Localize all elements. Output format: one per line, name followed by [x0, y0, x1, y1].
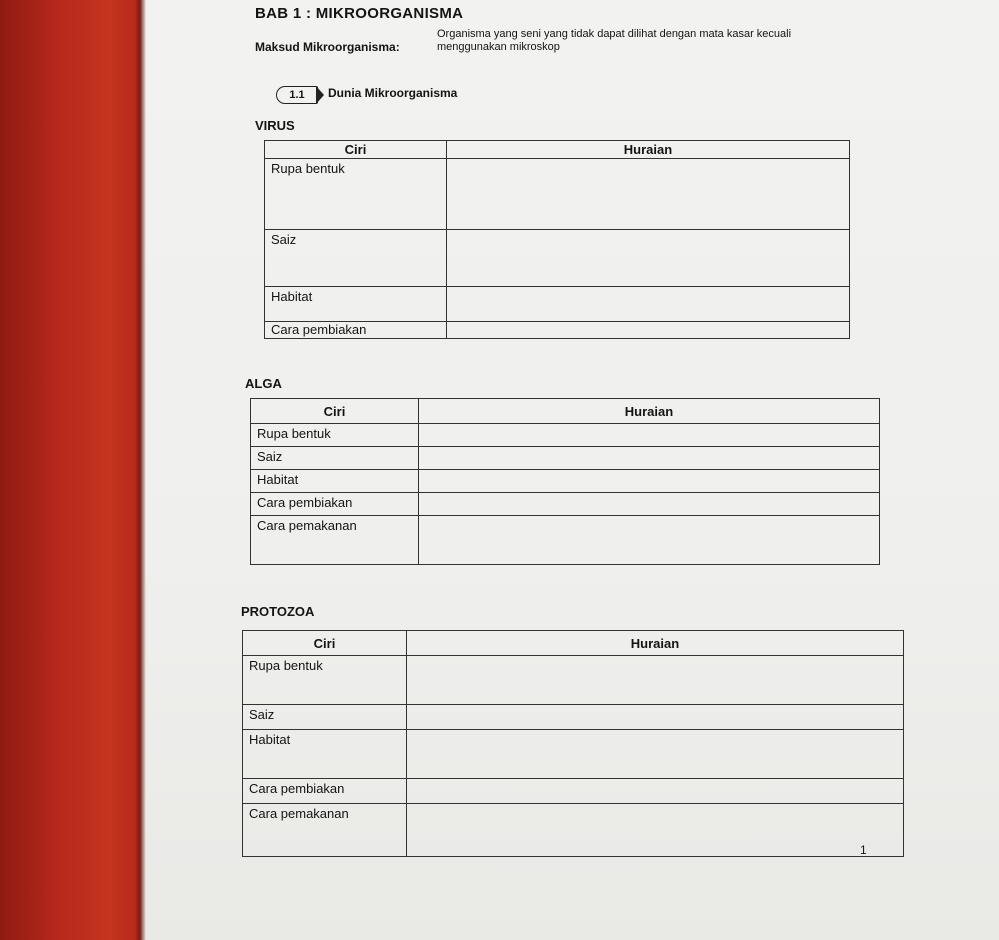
answer-cell[interactable]: [419, 424, 880, 447]
column-header-ciri: Ciri: [243, 631, 407, 656]
answer-cell[interactable]: [407, 779, 904, 804]
table-header-row: [265, 141, 850, 159]
table-row: [243, 730, 904, 779]
table-row: [265, 159, 850, 230]
column-header-ciri: Ciri: [251, 399, 419, 424]
answer-cell[interactable]: [407, 705, 904, 730]
definition-label: Maksud Mikroorganisma:: [255, 40, 400, 54]
section-label-protozoa: PROTOZOA: [241, 604, 315, 619]
row-label: Cara pembiakan: [265, 322, 447, 339]
chapter-title: BAB 1 : MIKROORGANISMA: [255, 5, 464, 22]
subtopic-number-badge: 1.1: [276, 86, 318, 104]
table-row: [251, 424, 880, 447]
row-label: Saiz: [251, 447, 419, 470]
row-label: Saiz: [243, 705, 407, 730]
section-label-alga: ALGA: [245, 376, 282, 391]
row-label: Cara pembiakan: [251, 493, 419, 516]
answer-cell[interactable]: [447, 230, 850, 287]
definition-text: Organisma yang seni yang tidak dapat dilihat dengan mata kasar kecuali menggunakan mikroskop: [437, 28, 792, 53]
answer-cell[interactable]: [419, 493, 880, 516]
table-header-row: [243, 631, 904, 656]
section-label-virus: VIRUS: [255, 118, 295, 133]
row-label: Rupa bentuk: [243, 656, 407, 705]
table-row: [265, 230, 850, 287]
row-label: Cara pemakanan: [251, 516, 419, 565]
table-row: [243, 656, 904, 705]
table-row: [243, 705, 904, 730]
row-label: Habitat: [243, 730, 407, 779]
table-row: [265, 287, 850, 322]
row-label: Habitat: [251, 470, 419, 493]
table-row: [265, 322, 850, 339]
row-label: Saiz: [265, 230, 447, 287]
table-row: [243, 804, 904, 857]
column-header-huraian: Huraian: [447, 141, 850, 159]
row-label: Cara pemakanan: [243, 804, 407, 857]
table-row: [251, 447, 880, 470]
subtopic-title: Dunia Mikroorganisma: [328, 86, 458, 100]
table-alga: [250, 398, 880, 565]
answer-cell[interactable]: [407, 730, 904, 779]
row-label: Rupa bentuk: [251, 424, 419, 447]
answer-cell[interactable]: [407, 656, 904, 705]
answer-cell[interactable]: [419, 470, 880, 493]
table-row: [251, 493, 880, 516]
answer-cell[interactable]: [447, 287, 850, 322]
table-row: [243, 779, 904, 804]
answer-cell[interactable]: [447, 322, 850, 339]
answer-cell[interactable]: [419, 516, 880, 565]
answer-cell[interactable]: [407, 804, 904, 857]
page-number: 1: [860, 843, 867, 857]
answer-cell[interactable]: [419, 447, 880, 470]
row-label: Cara pembiakan: [243, 779, 407, 804]
table-virus: [264, 140, 850, 339]
column-header-huraian: Huraian: [407, 631, 904, 656]
subtopic-arrow-icon: [316, 86, 324, 104]
table-protozoa: [242, 630, 904, 857]
row-label: Habitat: [265, 287, 447, 322]
table-row: [251, 516, 880, 565]
row-label: Rupa bentuk: [265, 159, 447, 230]
answer-cell[interactable]: [447, 159, 850, 230]
table-header-row: [251, 399, 880, 424]
column-header-huraian: Huraian: [419, 399, 880, 424]
column-header-ciri: Ciri: [265, 141, 447, 159]
table-row: [251, 470, 880, 493]
